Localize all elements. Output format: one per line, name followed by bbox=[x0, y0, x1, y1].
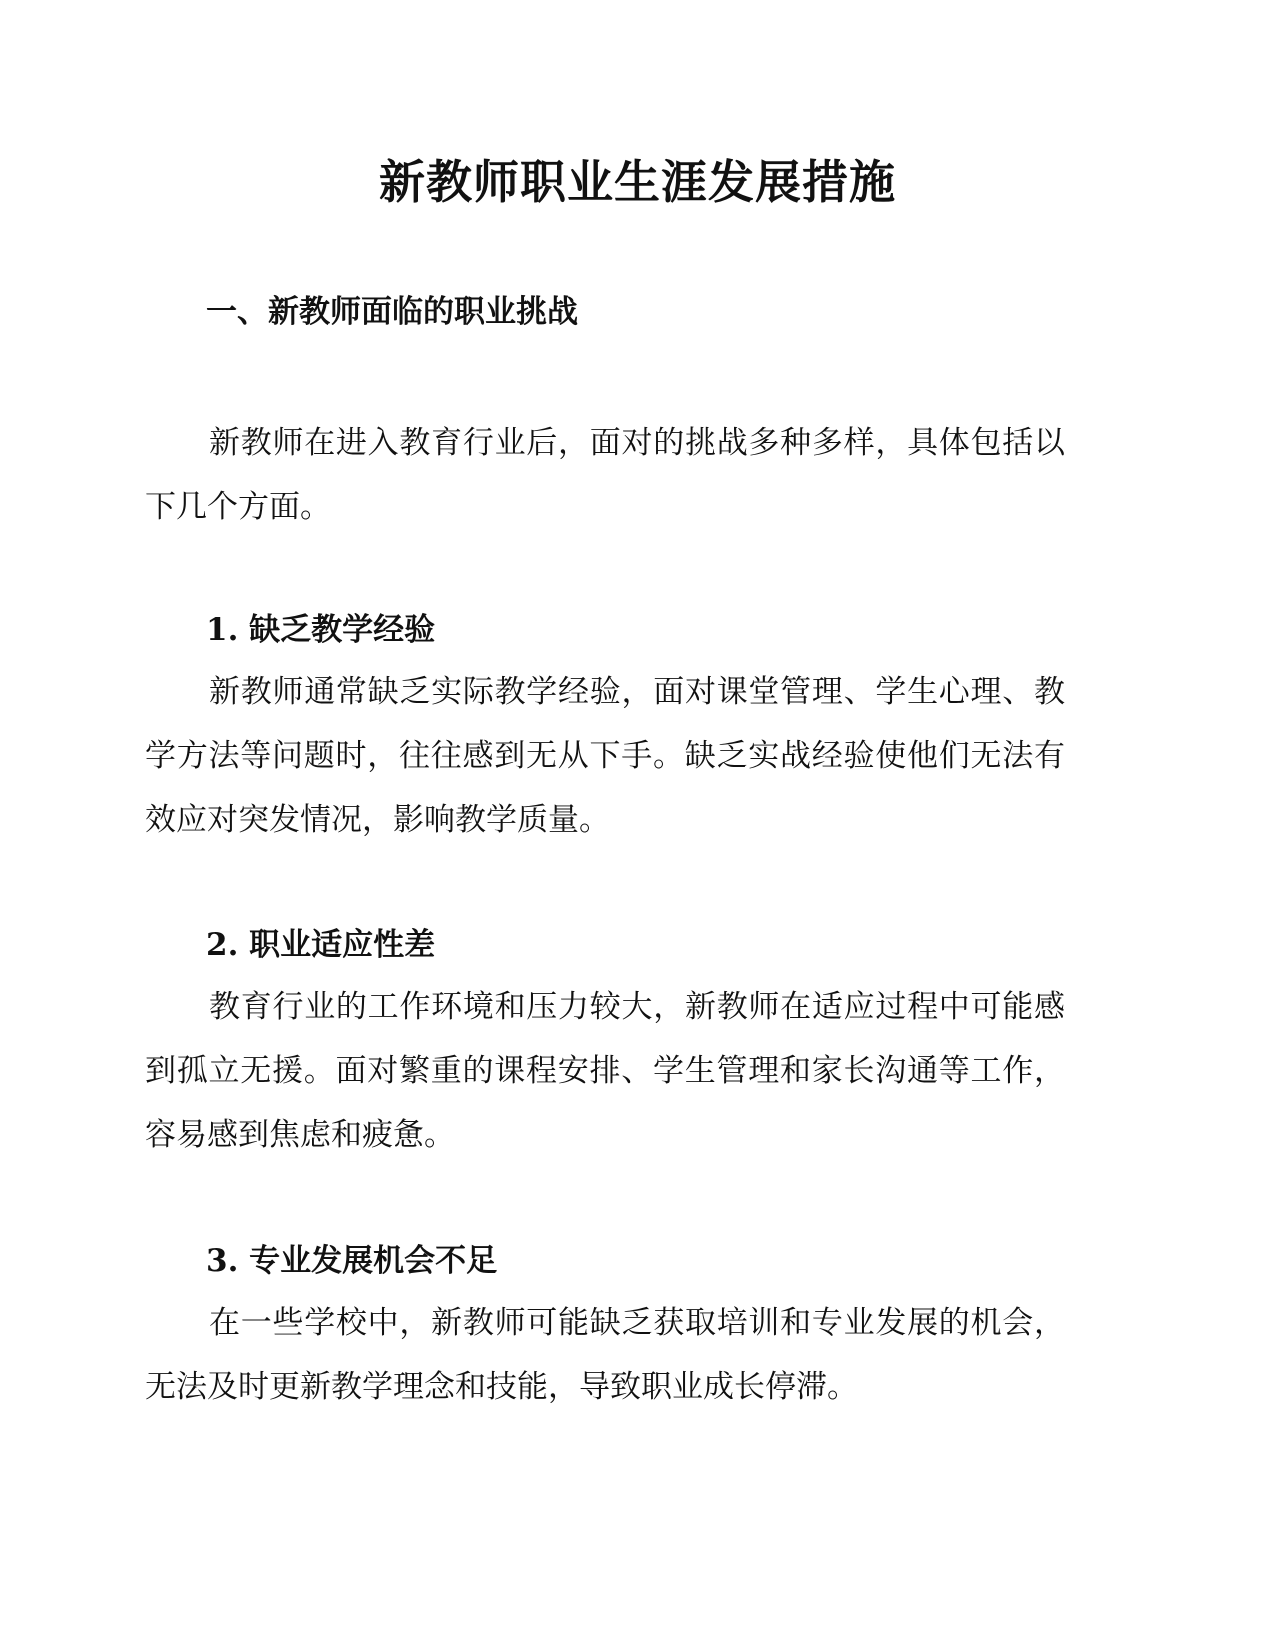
item-heading: 2. 职业适应性差 bbox=[206, 927, 436, 963]
item-heading: 3. 专业发展机会不足 bbox=[206, 1243, 498, 1279]
item-heading: 1. 缺乏教学经验 bbox=[206, 612, 436, 648]
item-paragraph: 在一些学校中，新教师可能缺乏获取培训和专业发展的机会，无法及时更新教学理念和技能，导致职业成长停滞。 bbox=[145, 1305, 1065, 1405]
item-paragraph: 教育行业的工作环境和压力较大，新教师在适应过程中可能感到孤立无援。面对繁重的课程安排、学生管理和家长沟通等工作，容易感到焦虑和疲惫。 bbox=[145, 989, 1065, 1153]
document-title: 新教师职业生涯发展措施 bbox=[379, 155, 896, 209]
section-heading: 一、新教师面临的职业挑战 bbox=[206, 294, 578, 330]
intro-paragraph: 新教师在进入教育行业后，面对的挑战多种多样，具体包括以下几个方面。 bbox=[145, 425, 1065, 525]
item-paragraph: 新教师通常缺乏实际教学经验，面对课堂管理、学生心理、教学方法等问题时，往往感到无从下手。缺乏实战经验使他们无法有效应对突发情况，影响教学质量。 bbox=[145, 674, 1065, 838]
